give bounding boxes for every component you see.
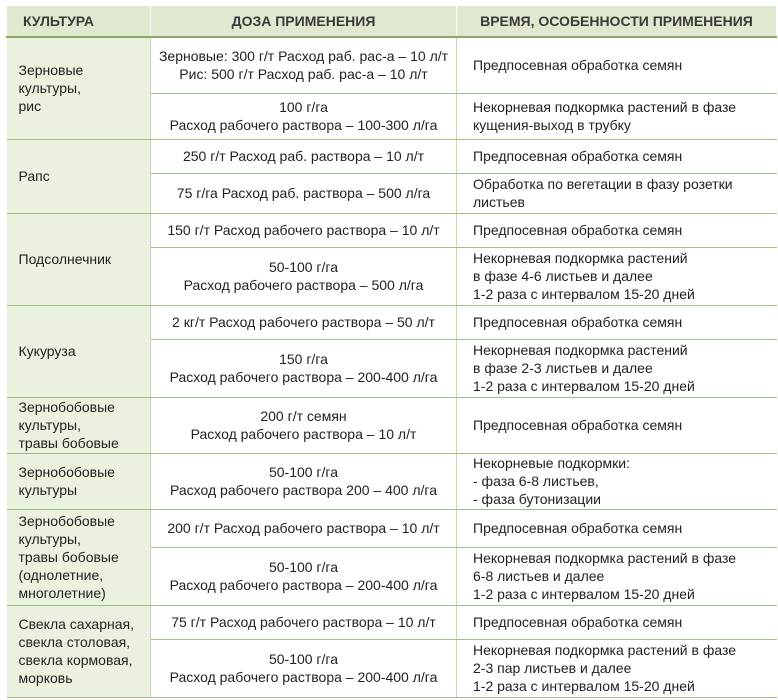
dose-cell: 50-100 г/га Расход рабочего раствора – 200-400 л/га [151,547,457,605]
dose-cell: 150 г/га Расход рабочего раствора – 200-400 л/га [151,339,457,397]
crop-cell: Зернобобовые культуры, травы бобовые [7,397,151,453]
table-row [7,605,777,639]
time-cell: Некорневые подкормки: - фаза 6-8 листьев, - фаза бутонизации [457,453,777,509]
time-cell: Обработка по вегетации в фазу розетки листьев [457,173,777,213]
crop-cell: Свекла сахарная, свекла столовая, свекла кормовая, морковь [7,605,151,697]
dose-cell: 50-100 г/га Расход рабочего раствора 200 – 400 л/га [151,453,457,509]
table-row [7,397,777,453]
table-row [7,213,777,247]
header-time: ВРЕМЯ, ОСОБЕННОСТИ ПРИМЕНЕНИЯ [457,6,777,38]
table-row [7,139,777,173]
time-cell: Некорневая подкормка растений в фазе 2-3 листьев и далее 1-2 раза с интервалом 15-20 дней [457,339,777,397]
dose-cell: 100 г/га Расход рабочего раствора – 100-300 л/га [151,93,457,139]
table-header-row [7,6,777,38]
dose-cell: 2 кг/т Расход рабочего раствора – 50 л/т [151,305,457,339]
header-crop: КУЛЬТУРА [7,6,151,38]
dose-cell: 150 г/т Расход рабочего раствора – 10 л/т [151,213,457,247]
dose-cell: 75 г/га Расход раб. раствора – 500 л/га [151,173,457,213]
table-row [7,509,777,547]
time-cell: Некорневая подкормка растений в фазе кущения-выход в трубку [457,93,777,139]
dose-cell: 75 г/т Расход рабочего раствора – 10 л/т [151,605,457,639]
crop-cell: Кукуруза [7,305,151,397]
time-cell: Предпосевная обработка семян [457,37,777,93]
dose-cell: 250 г/т Расход раб. раствора – 10 л/т [151,139,457,173]
header-dose: ДОЗА ПРИМЕНЕНИЯ [151,6,457,38]
dose-cell: 200 г/т Расход рабочего раствора – 10 л/т [151,509,457,547]
table-row [7,305,777,339]
dose-cell: Зерновые: 300 г/т Расход раб. рас-а – 10 л/т Рис: 500 г/т Расход раб. рас-а – 10 л/т [151,37,457,93]
time-cell: Предпосевная обработка семян [457,213,777,247]
crop-cell: Подсолнечник [7,213,151,305]
application-table [6,5,777,698]
dose-cell: 50-100 г/га Расход рабочего раствора – 200-400 л/га [151,639,457,697]
table-row [7,37,777,93]
dose-cell: 200 г/т семян Расход рабочего раствора – 10 л/т [151,397,457,453]
time-cell: Некорневая подкормка растений в фазе 4-6 листьев и далее 1-2 раза с интервалом 15-20 дней [457,247,777,305]
table-row [7,453,777,509]
time-cell: Некорневая подкормка растений в фазе 6-8 листьев и далее 1-2 раза с интервалом 15-20 дней [457,547,777,605]
crop-cell: Рапс [7,139,151,213]
crop-cell: Зернобобовые культуры [7,453,151,509]
time-cell: Предпосевная обработка семян [457,605,777,639]
dose-cell: 50-100 г/га Расход рабочего раствора – 500 л/га [151,247,457,305]
crop-cell: Зернобобовые культуры, травы бобовые (однолетние, многолетние) [7,509,151,605]
time-cell: Предпосевная обработка семян [457,397,777,453]
time-cell: Предпосевная обработка семян [457,509,777,547]
time-cell: Некорневая подкормка растений в фазе 2-3 пар листьев и далее 1-2 раза с интервалом 15-20 дней [457,639,777,697]
crop-cell: Зерновые культуры, рис [7,37,151,139]
time-cell: Предпосевная обработка семян [457,305,777,339]
time-cell: Предпосевная обработка семян [457,139,777,173]
